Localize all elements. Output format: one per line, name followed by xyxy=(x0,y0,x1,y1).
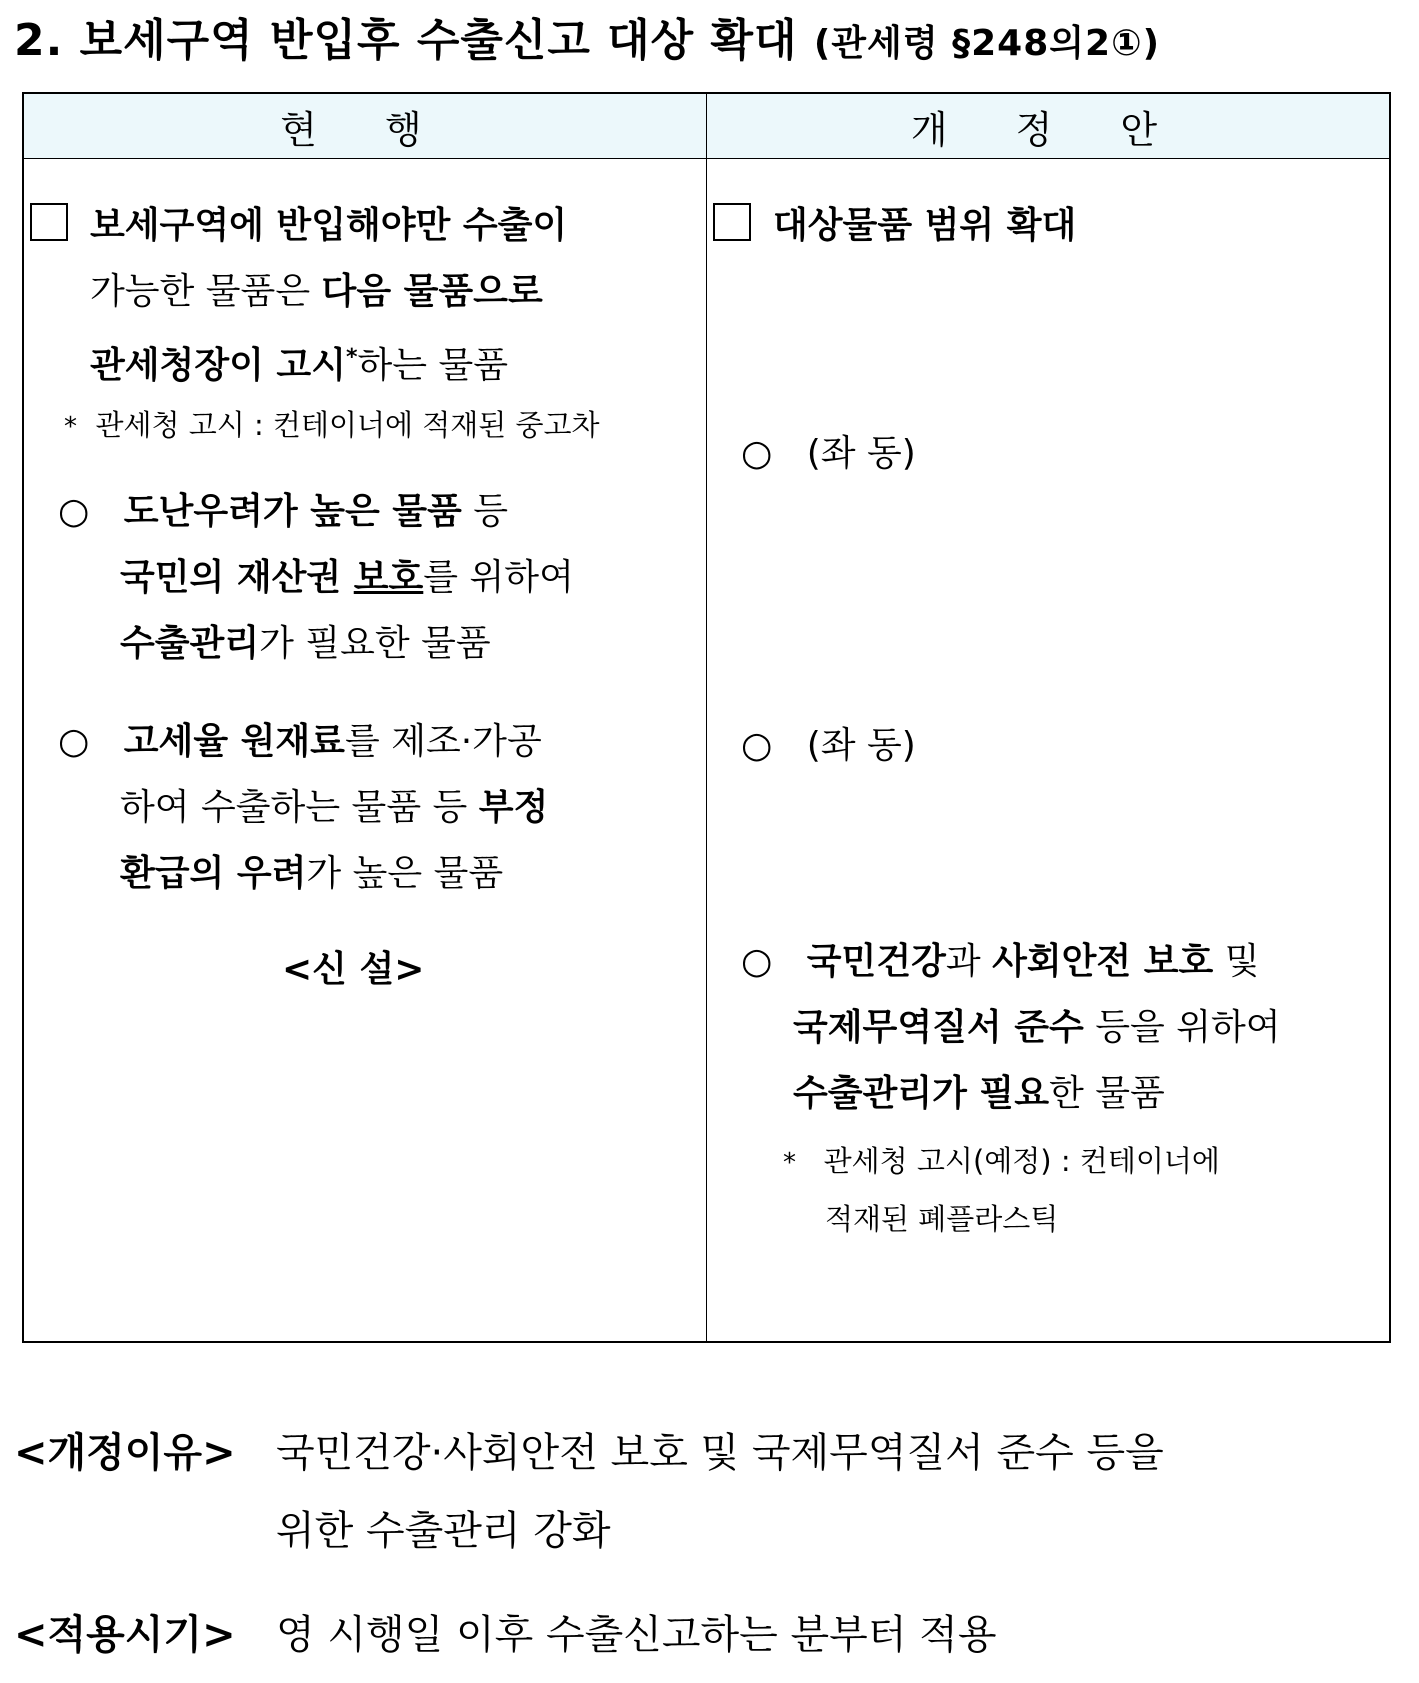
circle-bullet-icon: ○ xyxy=(58,491,90,532)
current-cell xyxy=(23,159,707,1343)
current-note-1-text: 관세청 고시 : 컨테이너에 적재된 중고차 xyxy=(95,408,600,442)
revised-item-4-line-3a: 수출관리가 필요 xyxy=(793,1073,1049,1114)
asterisk-icon: * xyxy=(64,412,77,442)
table-body-row xyxy=(23,159,1390,1343)
revised-item-2-text: (좌 동) xyxy=(806,433,916,474)
section-title-main: 2. 보세구역 반입후 수출신고 대상 확대 xyxy=(14,15,798,66)
revised-item-3 xyxy=(741,713,916,779)
revised-item-4-line-2a: 국제무역질서 준수 xyxy=(793,1007,1084,1048)
section-title-ref: (관세령 §248의2①) xyxy=(813,23,1161,64)
current-item-1-line-2b: 다음 물품으로 xyxy=(321,271,543,312)
current-item-2-line-1a: 도난우려가 높은 물품 xyxy=(123,491,462,532)
header-current: 현 행 xyxy=(23,93,707,159)
footnote-asterisk: * xyxy=(345,345,358,370)
current-item-2-line-2b: 보호 xyxy=(353,557,424,598)
revised-item-4-line-1a: 국민건강 xyxy=(806,941,946,982)
current-item-3 xyxy=(58,709,548,907)
current-item-3-line-2a: 하여 수출하는 물품 등 xyxy=(120,787,479,828)
current-item-2-line-3a: 수출관리 xyxy=(120,623,260,664)
asterisk-icon: * xyxy=(783,1148,796,1178)
current-item-3-line-1a: 고세율 원재료 xyxy=(123,721,345,762)
revised-item-4-line-1b: 과 xyxy=(945,941,993,982)
circle-bullet-icon: ○ xyxy=(741,433,773,474)
reason-label: <개정이유> xyxy=(14,1430,236,1476)
current-item-2-line-1b: 등 xyxy=(461,491,509,532)
circle-bullet-icon: ○ xyxy=(741,725,773,766)
revised-item-4-line-3b: 한 물품 xyxy=(1048,1073,1165,1114)
circle-bullet-icon: ○ xyxy=(58,721,90,762)
reason-line-1: 국민건강·사회안전 보호 및 국제무역질서 준수 등을 xyxy=(276,1430,1164,1476)
revised-item-4-line-2b: 등을 위하여 xyxy=(1083,1007,1281,1048)
circle-bullet-icon: ○ xyxy=(741,941,773,982)
table-header-row xyxy=(23,93,1390,159)
revised-cell xyxy=(707,159,1391,1343)
revised-item-1 xyxy=(713,193,1076,259)
current-item-2-line-2a: 국민의 재산권 xyxy=(120,557,354,598)
current-item-3-line-1b: 를 제조·가공 xyxy=(344,721,542,762)
current-item-3-line-2b: 부정 xyxy=(478,787,549,828)
revised-item-4-line-1d: 및 xyxy=(1213,941,1260,982)
reason-line-2: 위한 수출관리 강화 xyxy=(276,1508,611,1554)
revised-item-3-text: (좌 동) xyxy=(806,725,916,766)
current-item-1-line-3a: 관세청장이 고시 xyxy=(90,345,346,386)
timing-text: 영 시행일 이후 수출신고하는 분부터 적용 xyxy=(276,1612,997,1658)
timing-label: <적용시기> xyxy=(14,1612,236,1658)
current-item-2-line-3b: 가 필요한 물품 xyxy=(259,623,491,664)
revised-note-line-2: 적재된 폐플라스틱 xyxy=(825,1202,1059,1236)
revised-note xyxy=(783,1133,1220,1247)
timing-section xyxy=(14,1596,996,1674)
comparison-table xyxy=(22,92,1391,1343)
current-item-1-line-2a: 가능한 물품은 xyxy=(90,271,322,312)
current-item-2 xyxy=(58,479,574,677)
reason-section xyxy=(14,1414,1164,1570)
current-item-2-line-2c: 를 위하여 xyxy=(423,557,574,598)
current-note-1 xyxy=(64,397,600,455)
section-title xyxy=(14,4,1160,68)
revised-note-line-1: 관세청 고시(예정) : 컨테이너에 xyxy=(823,1144,1220,1178)
revised-item-2 xyxy=(741,421,916,487)
new-provision-label: <신 설> xyxy=(282,949,425,990)
revised-item-1-text: 대상물품 범위 확대 xyxy=(773,205,1077,246)
current-item-1 xyxy=(30,193,567,399)
checkbox-square-icon xyxy=(713,203,751,241)
revised-item-4 xyxy=(741,929,1281,1127)
current-item-1-line-3b: 하는 물품 xyxy=(357,345,509,386)
current-item-3-line-3a: 환급의 우려 xyxy=(120,853,307,894)
current-item-3-line-3b: 가 높은 물품 xyxy=(306,853,504,894)
checkbox-square-icon xyxy=(30,203,68,241)
revised-item-4-line-1c: 사회안전 보호 xyxy=(992,941,1214,982)
header-revised: 개 정 안 xyxy=(707,93,1391,159)
current-item-1-line-1: 보세구역에 반입해야만 수출이 xyxy=(90,205,568,246)
